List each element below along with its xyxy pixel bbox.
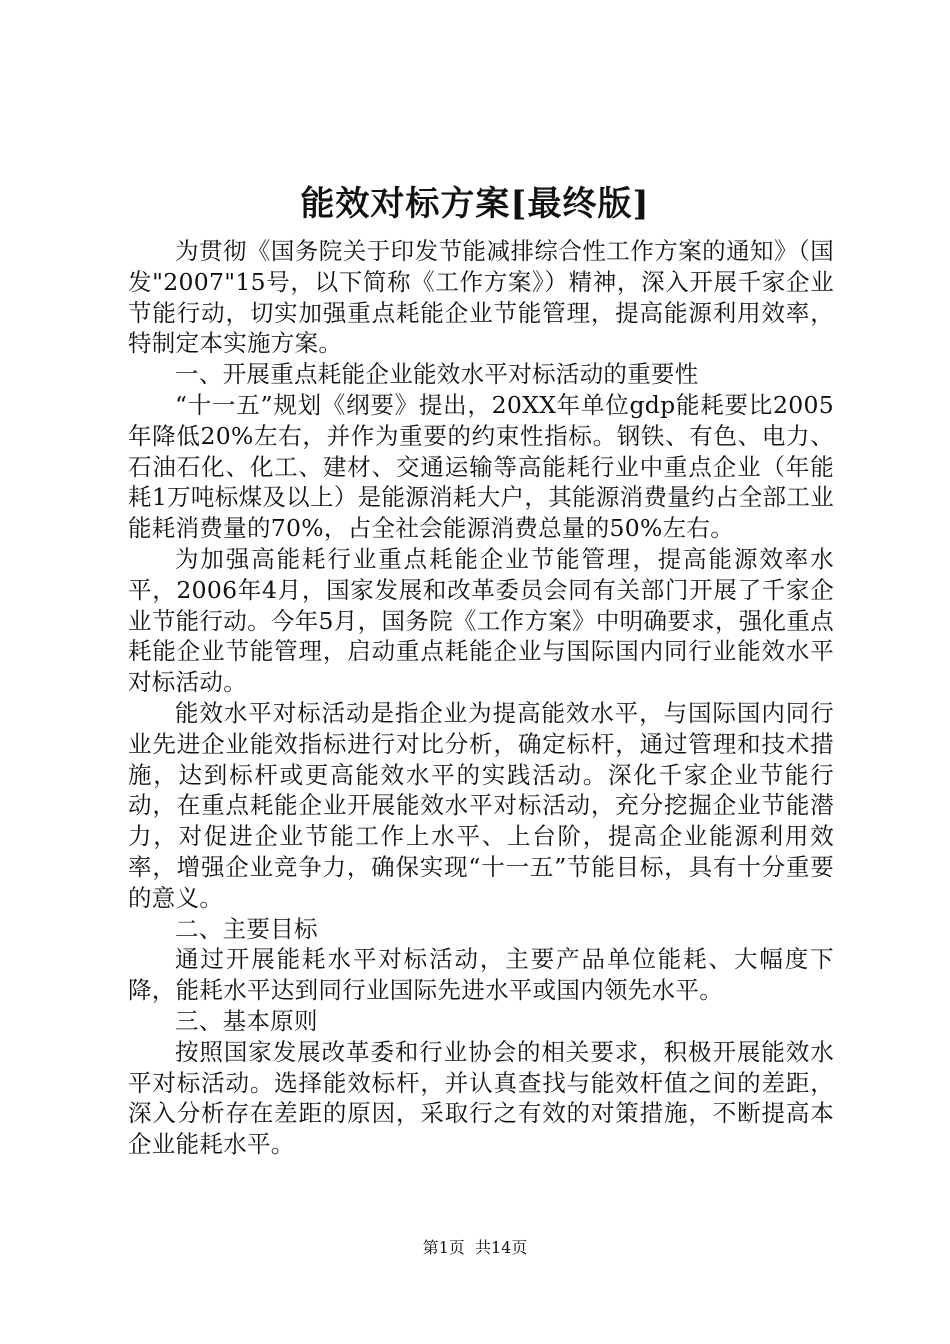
page-total: 共14页 <box>474 1238 528 1257</box>
document-body <box>128 236 834 1160</box>
document-title: 能效对标方案[最终版] <box>300 184 650 224</box>
section-heading-goals: 二、主要目标 <box>175 914 318 943</box>
body-paragraph: 通过开展能耗水平对标活动，主要产品单位能耗、大幅度下降，能耗水平达到同行业国际先进水平或国内领先水平。 <box>128 945 834 1005</box>
body-paragraph: 能效水平对标活动是指企业为提高能效水平，与国际国内同行业先进企业能效指标进行对比分析，确定标杆，通过管理和技术措施，达到标杆或更高能效水平的实践活动。深化千家企业节能行动，在重点耗能企业开展能效水平对标活动，充分挖掘企业节能潜力，对促进企业节能工作上水平、上台阶，提高企业能源利用效率，增强企业竞争力，确保实现“十一五”节能目标，具有十分重要的意义。 <box>128 698 834 912</box>
page-footer <box>0 1238 950 1258</box>
section-heading-principles: 三、基本原则 <box>175 1006 318 1035</box>
intro-paragraph: 为贯彻《国务院关于印发节能减排综合性工作方案的通知》（国发"2007"15号，以下简称《工作方案》）精神，深入开展千家企业节能行动，切实加强重点耗能企业节能管理，提高能源利用效率，特制定本实施方案。 <box>128 237 834 358</box>
body-paragraph: 为加强高能耗行业重点耗能企业节能管理，提高能源效率水平，2006年4月，国家发展和改革委员会同有关部门开展了千家企业节能行动。今年5月，国务院《工作方案》中明确要求，强化重点耗能企业节能管理，启动重点耗能企业与国际国内同行业能效水平对标活动。 <box>128 544 834 697</box>
body-paragraph: 按照国家发展改革委和行业协会的相关要求，积极开展能效水平对标活动。选择能效标杆，并认真查找与能效杆值之间的差距，深入分析存在差距的原因，采取行之有效的对策措施，不断提高本企业能耗水平。 <box>128 1037 834 1159</box>
section-heading-importance: 一、开展重点耗能企业能效水平对标活动的重要性 <box>175 360 699 389</box>
page-number: 第1页 <box>422 1238 465 1257</box>
body-paragraph: “十一五”规划《纲要》提出，20XX年单位gdp能耗要比2005年降低20%左右，并作为重要的约束性指标。钢铁、有色、电力、石油石化、化工、建材、交通运输等高能耗行业中重点企业（年能耗1万吨标煤及以上）是能源消耗大户，其能源消费量约占全部工业能耗消费量的70%，占全社会能源消费总量的50%左右。 <box>128 390 834 543</box>
